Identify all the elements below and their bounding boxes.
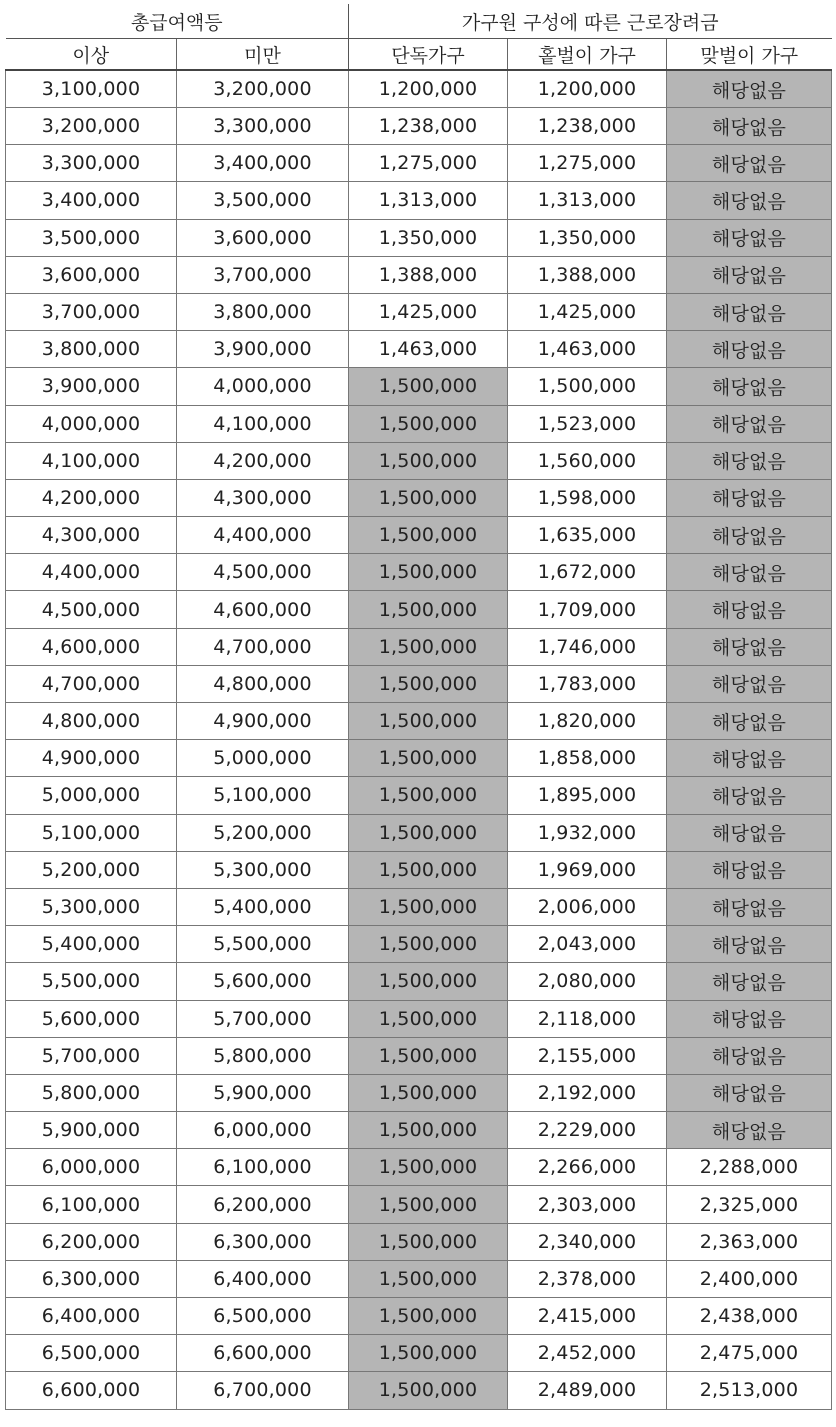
cell-single: 1,500,000 bbox=[349, 554, 508, 591]
cell-dual-earner: 해당없음 bbox=[667, 814, 832, 851]
table-row bbox=[6, 665, 832, 702]
cell-max: 6,000,000 bbox=[177, 1112, 349, 1149]
col-header-max: 미만 bbox=[177, 39, 349, 71]
cell-min: 5,200,000 bbox=[6, 851, 177, 888]
cell-single: 1,500,000 bbox=[349, 777, 508, 814]
cell-dual-earner: 해당없음 bbox=[667, 851, 832, 888]
cell-single-earner: 1,425,000 bbox=[508, 293, 667, 330]
cell-min: 5,000,000 bbox=[6, 777, 177, 814]
cell-dual-earner: 해당없음 bbox=[667, 331, 832, 368]
cell-single: 1,238,000 bbox=[349, 108, 508, 145]
cell-min: 5,600,000 bbox=[6, 1000, 177, 1037]
cell-dual-earner: 2,400,000 bbox=[667, 1260, 832, 1297]
cell-dual-earner: 2,325,000 bbox=[667, 1186, 832, 1223]
cell-max: 6,300,000 bbox=[177, 1223, 349, 1260]
cell-max: 4,000,000 bbox=[177, 368, 349, 405]
cell-max: 4,200,000 bbox=[177, 442, 349, 479]
table-row bbox=[6, 331, 832, 368]
cell-dual-earner: 해당없음 bbox=[667, 219, 832, 256]
cell-single-earner: 1,783,000 bbox=[508, 665, 667, 702]
cell-dual-earner: 해당없음 bbox=[667, 888, 832, 925]
cell-max: 3,700,000 bbox=[177, 256, 349, 293]
cell-single: 1,500,000 bbox=[349, 888, 508, 925]
cell-dual-earner: 해당없음 bbox=[667, 1074, 832, 1111]
col-header-single: 단독가구 bbox=[349, 39, 508, 71]
cell-single-earner: 1,463,000 bbox=[508, 331, 667, 368]
cell-max: 4,100,000 bbox=[177, 405, 349, 442]
cell-single: 1,500,000 bbox=[349, 665, 508, 702]
cell-dual-earner: 해당없음 bbox=[667, 182, 832, 219]
table-row bbox=[6, 1112, 832, 1149]
cell-max: 3,400,000 bbox=[177, 145, 349, 182]
cell-min: 6,100,000 bbox=[6, 1186, 177, 1223]
cell-min: 3,700,000 bbox=[6, 293, 177, 330]
cell-dual-earner: 해당없음 bbox=[667, 1000, 832, 1037]
cell-single: 1,500,000 bbox=[349, 1037, 508, 1074]
cell-single-earner: 1,709,000 bbox=[508, 591, 667, 628]
cell-single-earner: 2,229,000 bbox=[508, 1112, 667, 1149]
cell-max: 5,900,000 bbox=[177, 1074, 349, 1111]
cell-max: 5,600,000 bbox=[177, 963, 349, 1000]
cell-min: 3,600,000 bbox=[6, 256, 177, 293]
cell-dual-earner: 해당없음 bbox=[667, 628, 832, 665]
cell-min: 5,500,000 bbox=[6, 963, 177, 1000]
cell-max: 3,600,000 bbox=[177, 219, 349, 256]
cell-min: 5,100,000 bbox=[6, 814, 177, 851]
cell-min: 4,000,000 bbox=[6, 405, 177, 442]
cell-single: 1,500,000 bbox=[349, 1223, 508, 1260]
cell-min: 4,600,000 bbox=[6, 628, 177, 665]
cell-min: 4,700,000 bbox=[6, 665, 177, 702]
cell-single-earner: 1,969,000 bbox=[508, 851, 667, 888]
header-total-salary: 총급여액등 bbox=[6, 4, 349, 39]
cell-dual-earner: 해당없음 bbox=[667, 479, 832, 516]
cell-dual-earner: 2,513,000 bbox=[667, 1372, 832, 1409]
table-row bbox=[6, 1000, 832, 1037]
cell-single-earner: 2,080,000 bbox=[508, 963, 667, 1000]
cell-min: 4,100,000 bbox=[6, 442, 177, 479]
table-row bbox=[6, 479, 832, 516]
table-row bbox=[6, 963, 832, 1000]
table-row bbox=[6, 108, 832, 145]
cell-single: 1,500,000 bbox=[349, 851, 508, 888]
cell-max: 4,700,000 bbox=[177, 628, 349, 665]
table-row bbox=[6, 145, 832, 182]
table-row bbox=[6, 628, 832, 665]
cell-single: 1,500,000 bbox=[349, 368, 508, 405]
cell-single: 1,350,000 bbox=[349, 219, 508, 256]
cell-single-earner: 1,598,000 bbox=[508, 479, 667, 516]
table-row bbox=[6, 517, 832, 554]
cell-min: 4,300,000 bbox=[6, 517, 177, 554]
table-body bbox=[6, 70, 832, 1409]
cell-dual-earner: 2,363,000 bbox=[667, 1223, 832, 1260]
cell-max: 3,200,000 bbox=[177, 70, 349, 108]
cell-max: 4,400,000 bbox=[177, 517, 349, 554]
table-row bbox=[6, 888, 832, 925]
cell-dual-earner: 2,288,000 bbox=[667, 1149, 832, 1186]
cell-dual-earner: 해당없음 bbox=[667, 145, 832, 182]
cell-min: 4,400,000 bbox=[6, 554, 177, 591]
cell-dual-earner: 해당없음 bbox=[667, 926, 832, 963]
cell-single: 1,500,000 bbox=[349, 517, 508, 554]
col-header-dual-earner: 맞벌이 가구 bbox=[667, 39, 832, 71]
cell-min: 5,800,000 bbox=[6, 1074, 177, 1111]
table-row bbox=[6, 219, 832, 256]
benefit-table-container bbox=[5, 4, 831, 1410]
cell-single: 1,500,000 bbox=[349, 591, 508, 628]
cell-single: 1,500,000 bbox=[349, 1335, 508, 1372]
cell-dual-earner: 해당없음 bbox=[667, 1037, 832, 1074]
cell-single-earner: 2,452,000 bbox=[508, 1335, 667, 1372]
cell-single-earner: 2,043,000 bbox=[508, 926, 667, 963]
cell-dual-earner: 해당없음 bbox=[667, 256, 832, 293]
col-header-min: 이상 bbox=[6, 39, 177, 71]
table-row bbox=[6, 70, 832, 108]
cell-single: 1,500,000 bbox=[349, 1260, 508, 1297]
cell-single: 1,200,000 bbox=[349, 70, 508, 108]
cell-single: 1,500,000 bbox=[349, 405, 508, 442]
cell-single-earner: 2,155,000 bbox=[508, 1037, 667, 1074]
cell-min: 6,500,000 bbox=[6, 1335, 177, 1372]
table-row bbox=[6, 256, 832, 293]
cell-dual-earner: 해당없음 bbox=[667, 963, 832, 1000]
cell-single-earner: 2,415,000 bbox=[508, 1298, 667, 1335]
cell-single-earner: 1,275,000 bbox=[508, 145, 667, 182]
cell-max: 5,400,000 bbox=[177, 888, 349, 925]
cell-single: 1,500,000 bbox=[349, 1372, 508, 1409]
cell-max: 3,900,000 bbox=[177, 331, 349, 368]
cell-min: 6,200,000 bbox=[6, 1223, 177, 1260]
header-group-row bbox=[6, 4, 832, 39]
cell-min: 3,400,000 bbox=[6, 182, 177, 219]
earned-income-tax-credit-table bbox=[5, 4, 832, 1410]
cell-single-earner: 1,635,000 bbox=[508, 517, 667, 554]
cell-single: 1,500,000 bbox=[349, 926, 508, 963]
cell-dual-earner: 해당없음 bbox=[667, 517, 832, 554]
table-row bbox=[6, 405, 832, 442]
cell-max: 3,500,000 bbox=[177, 182, 349, 219]
cell-max: 5,000,000 bbox=[177, 740, 349, 777]
cell-max: 5,500,000 bbox=[177, 926, 349, 963]
table-row bbox=[6, 1335, 832, 1372]
cell-single-earner: 1,350,000 bbox=[508, 219, 667, 256]
cell-dual-earner: 해당없음 bbox=[667, 665, 832, 702]
cell-dual-earner: 해당없음 bbox=[667, 108, 832, 145]
cell-max: 4,500,000 bbox=[177, 554, 349, 591]
cell-dual-earner: 해당없음 bbox=[667, 368, 832, 405]
table-row bbox=[6, 591, 832, 628]
cell-max: 5,300,000 bbox=[177, 851, 349, 888]
cell-max: 4,600,000 bbox=[177, 591, 349, 628]
cell-max: 5,800,000 bbox=[177, 1037, 349, 1074]
cell-dual-earner: 해당없음 bbox=[667, 405, 832, 442]
cell-min: 3,900,000 bbox=[6, 368, 177, 405]
cell-single: 1,500,000 bbox=[349, 1149, 508, 1186]
cell-min: 5,700,000 bbox=[6, 1037, 177, 1074]
cell-single-earner: 1,388,000 bbox=[508, 256, 667, 293]
cell-min: 4,200,000 bbox=[6, 479, 177, 516]
cell-max: 3,300,000 bbox=[177, 108, 349, 145]
cell-single: 1,313,000 bbox=[349, 182, 508, 219]
cell-single-earner: 2,006,000 bbox=[508, 888, 667, 925]
cell-single-earner: 1,200,000 bbox=[508, 70, 667, 108]
cell-single-earner: 1,313,000 bbox=[508, 182, 667, 219]
cell-max: 4,800,000 bbox=[177, 665, 349, 702]
cell-dual-earner: 해당없음 bbox=[667, 703, 832, 740]
cell-single: 1,500,000 bbox=[349, 1298, 508, 1335]
table-row bbox=[6, 1037, 832, 1074]
cell-dual-earner: 2,475,000 bbox=[667, 1335, 832, 1372]
table-row bbox=[6, 851, 832, 888]
cell-single: 1,500,000 bbox=[349, 740, 508, 777]
table-row bbox=[6, 293, 832, 330]
cell-dual-earner: 해당없음 bbox=[667, 777, 832, 814]
table-row bbox=[6, 926, 832, 963]
table-row bbox=[6, 554, 832, 591]
cell-min: 5,900,000 bbox=[6, 1112, 177, 1149]
cell-dual-earner: 해당없음 bbox=[667, 740, 832, 777]
cell-single-earner: 2,266,000 bbox=[508, 1149, 667, 1186]
cell-single: 1,500,000 bbox=[349, 1074, 508, 1111]
table-row bbox=[6, 1186, 832, 1223]
table-row bbox=[6, 1260, 832, 1297]
cell-min: 6,400,000 bbox=[6, 1298, 177, 1335]
cell-max: 6,500,000 bbox=[177, 1298, 349, 1335]
cell-single-earner: 1,500,000 bbox=[508, 368, 667, 405]
table-header bbox=[6, 4, 832, 70]
cell-single-earner: 1,858,000 bbox=[508, 740, 667, 777]
cell-min: 6,600,000 bbox=[6, 1372, 177, 1409]
cell-max: 6,100,000 bbox=[177, 1149, 349, 1186]
cell-dual-earner: 해당없음 bbox=[667, 591, 832, 628]
cell-min: 3,500,000 bbox=[6, 219, 177, 256]
cell-min: 6,000,000 bbox=[6, 1149, 177, 1186]
cell-single-earner: 1,746,000 bbox=[508, 628, 667, 665]
cell-dual-earner: 2,438,000 bbox=[667, 1298, 832, 1335]
cell-single-earner: 1,895,000 bbox=[508, 777, 667, 814]
cell-single-earner: 2,303,000 bbox=[508, 1186, 667, 1223]
cell-single: 1,500,000 bbox=[349, 628, 508, 665]
table-row bbox=[6, 740, 832, 777]
header-household-credit: 가구원 구성에 따른 근로장려금 bbox=[349, 4, 832, 39]
cell-dual-earner: 해당없음 bbox=[667, 293, 832, 330]
table-row bbox=[6, 703, 832, 740]
cell-single: 1,388,000 bbox=[349, 256, 508, 293]
table-row bbox=[6, 814, 832, 851]
cell-min: 3,100,000 bbox=[6, 70, 177, 108]
cell-single-earner: 2,340,000 bbox=[508, 1223, 667, 1260]
cell-dual-earner: 해당없음 bbox=[667, 1112, 832, 1149]
cell-single-earner: 1,672,000 bbox=[508, 554, 667, 591]
cell-single-earner: 2,192,000 bbox=[508, 1074, 667, 1111]
cell-single-earner: 2,378,000 bbox=[508, 1260, 667, 1297]
cell-max: 6,200,000 bbox=[177, 1186, 349, 1223]
cell-dual-earner: 해당없음 bbox=[667, 442, 832, 479]
cell-dual-earner: 해당없음 bbox=[667, 70, 832, 108]
cell-min: 4,900,000 bbox=[6, 740, 177, 777]
cell-single: 1,500,000 bbox=[349, 703, 508, 740]
cell-single: 1,500,000 bbox=[349, 479, 508, 516]
cell-min: 3,200,000 bbox=[6, 108, 177, 145]
cell-max: 6,400,000 bbox=[177, 1260, 349, 1297]
table-row bbox=[6, 1298, 832, 1335]
table-row bbox=[6, 777, 832, 814]
cell-single-earner: 1,238,000 bbox=[508, 108, 667, 145]
cell-dual-earner: 해당없음 bbox=[667, 554, 832, 591]
cell-single: 1,500,000 bbox=[349, 1112, 508, 1149]
cell-min: 3,800,000 bbox=[6, 331, 177, 368]
cell-max: 4,300,000 bbox=[177, 479, 349, 516]
table-row bbox=[6, 1074, 832, 1111]
cell-max: 6,600,000 bbox=[177, 1335, 349, 1372]
cell-min: 5,400,000 bbox=[6, 926, 177, 963]
cell-single: 1,500,000 bbox=[349, 442, 508, 479]
table-row bbox=[6, 182, 832, 219]
cell-single: 1,500,000 bbox=[349, 1186, 508, 1223]
cell-single: 1,425,000 bbox=[349, 293, 508, 330]
cell-single: 1,500,000 bbox=[349, 963, 508, 1000]
cell-max: 5,200,000 bbox=[177, 814, 349, 851]
table-row bbox=[6, 1149, 832, 1186]
cell-single-earner: 2,489,000 bbox=[508, 1372, 667, 1409]
cell-single-earner: 1,932,000 bbox=[508, 814, 667, 851]
cell-max: 3,800,000 bbox=[177, 293, 349, 330]
cell-min: 4,800,000 bbox=[6, 703, 177, 740]
cell-max: 5,700,000 bbox=[177, 1000, 349, 1037]
cell-single-earner: 1,560,000 bbox=[508, 442, 667, 479]
cell-single-earner: 2,118,000 bbox=[508, 1000, 667, 1037]
cell-min: 4,500,000 bbox=[6, 591, 177, 628]
cell-min: 3,300,000 bbox=[6, 145, 177, 182]
col-header-single-earner: 홑벌이 가구 bbox=[508, 39, 667, 71]
cell-single-earner: 1,820,000 bbox=[508, 703, 667, 740]
table-row bbox=[6, 368, 832, 405]
cell-single: 1,500,000 bbox=[349, 814, 508, 851]
cell-single: 1,500,000 bbox=[349, 1000, 508, 1037]
cell-max: 6,700,000 bbox=[177, 1372, 349, 1409]
cell-single-earner: 1,523,000 bbox=[508, 405, 667, 442]
table-row bbox=[6, 1372, 832, 1409]
cell-min: 6,300,000 bbox=[6, 1260, 177, 1297]
header-column-row bbox=[6, 39, 832, 71]
cell-single: 1,275,000 bbox=[349, 145, 508, 182]
cell-max: 4,900,000 bbox=[177, 703, 349, 740]
table-row bbox=[6, 1223, 832, 1260]
table-row bbox=[6, 442, 832, 479]
cell-single: 1,463,000 bbox=[349, 331, 508, 368]
cell-min: 5,300,000 bbox=[6, 888, 177, 925]
cell-max: 5,100,000 bbox=[177, 777, 349, 814]
